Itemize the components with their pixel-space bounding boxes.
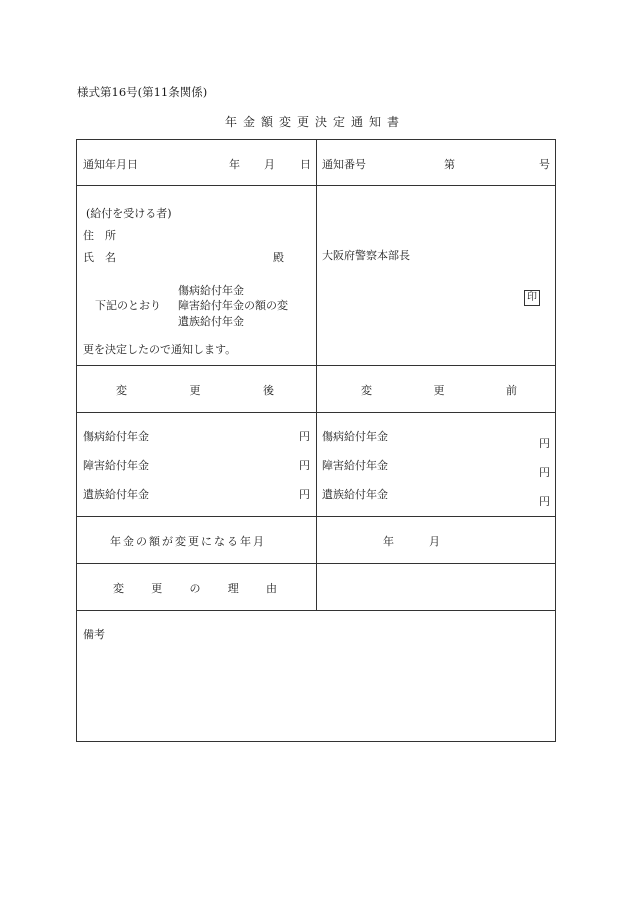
before-disability-unit: 円 <box>539 466 550 479</box>
pension-type-disability: 障害給付年金の額の変 <box>178 299 288 312</box>
pension-type-survivor: 遺族給付年金 <box>178 315 244 328</box>
after-header-char: 更 <box>189 384 201 397</box>
after-survivor-label: 遺族給付年金 <box>83 488 149 501</box>
honorific: 殿 <box>273 251 284 264</box>
address-label: 住 所 <box>83 229 116 242</box>
number-suffix: 号 <box>539 158 550 171</box>
month-unit: 月 <box>264 158 275 171</box>
change-year-unit: 年 <box>383 535 394 548</box>
after-header-char: 変 <box>116 384 127 397</box>
after-injury-label: 傷病給付年金 <box>83 430 149 443</box>
notice-date-label: 通知年月日 <box>83 158 138 171</box>
reason-char: 由 <box>266 582 277 595</box>
rule-reason <box>76 610 556 611</box>
issuer-name: 大阪府警察本部長 <box>322 249 410 262</box>
name-label: 氏 名 <box>83 251 116 264</box>
before-header-char: 前 <box>506 384 517 397</box>
number-prefix: 第 <box>444 158 455 171</box>
change-month-unit: 月 <box>429 535 440 548</box>
lead-in-text: 下記のとおり <box>95 299 161 312</box>
after-change-header <box>116 382 274 398</box>
recipient-heading: (給付を受ける者) <box>86 207 172 220</box>
before-survivor-unit: 円 <box>539 495 550 508</box>
change-date-label: 年金の額が変更になる年月 <box>110 535 266 548</box>
reason-char: 理 <box>227 582 239 595</box>
before-injury-label: 傷病給付年金 <box>322 430 388 443</box>
reason-char: 更 <box>151 582 163 595</box>
after-injury-unit: 円 <box>299 430 310 443</box>
column-divider <box>316 139 317 610</box>
change-reason-label <box>113 580 277 596</box>
after-disability-unit: 円 <box>299 459 310 472</box>
remarks-label: 備考 <box>83 628 105 641</box>
reason-char: の <box>189 582 201 595</box>
document-title: 年金額変更決定通知書 <box>224 115 405 129</box>
before-survivor-label: 遺族給付年金 <box>322 488 388 501</box>
before-header-char: 更 <box>433 384 445 397</box>
before-change-header <box>361 382 517 398</box>
reason-char: 変 <box>113 582 124 595</box>
day-unit: 日 <box>300 158 311 171</box>
after-header-char: 後 <box>263 384 274 397</box>
after-survivor-unit: 円 <box>299 488 310 501</box>
pension-type-injury: 傷病給付年金 <box>178 284 244 297</box>
before-header-char: 変 <box>361 384 372 397</box>
closing-text: 更を決定したので通知します。 <box>83 343 237 356</box>
seal-box: 印 <box>524 290 540 306</box>
form-number: 様式第16号(第11条関係) <box>77 85 208 99</box>
after-disability-label: 障害給付年金 <box>83 459 149 472</box>
before-injury-unit: 円 <box>539 437 550 450</box>
notice-number-label: 通知番号 <box>322 158 366 171</box>
year-unit: 年 <box>229 158 240 171</box>
before-disability-label: 障害給付年金 <box>322 459 388 472</box>
